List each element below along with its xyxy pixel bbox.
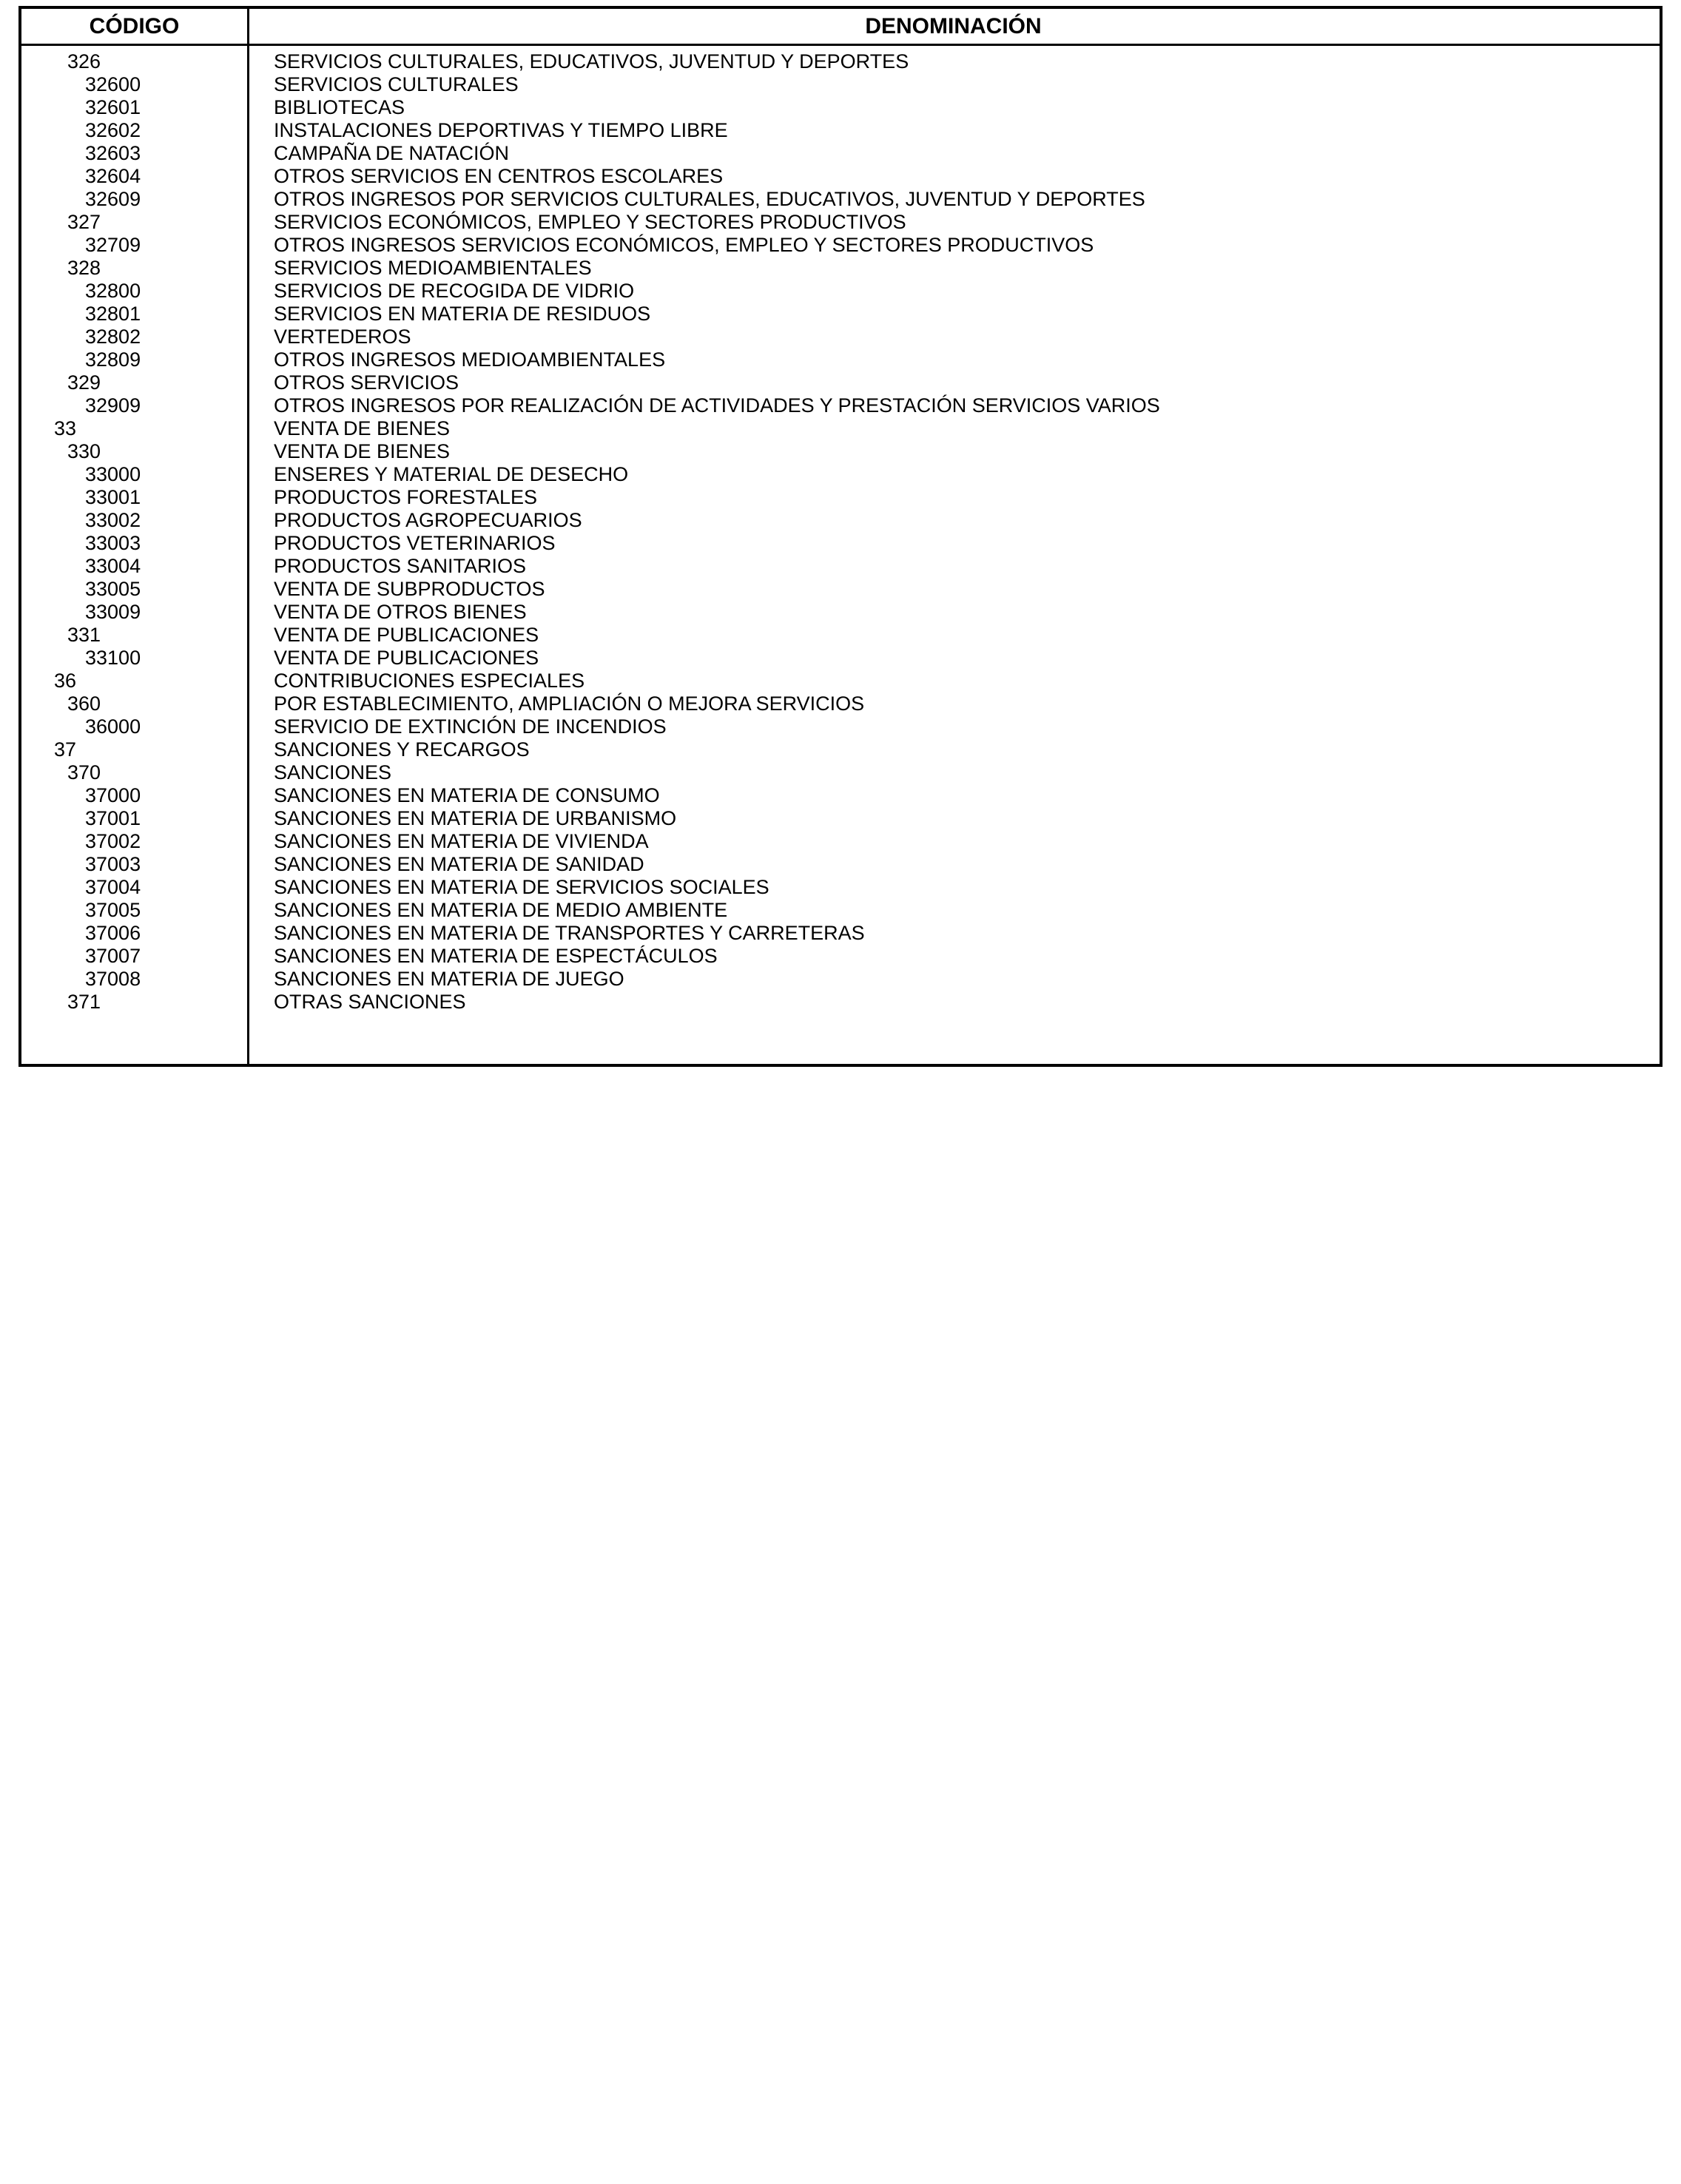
- table-row: [21, 509, 1660, 532]
- codigo-cell: 33001: [85, 486, 141, 508]
- table-row: [21, 394, 1660, 417]
- denominacion-cell: PRODUCTOS FORESTALES: [274, 486, 538, 508]
- table-row: [21, 624, 1660, 647]
- table-row: [21, 73, 1660, 96]
- codigo-cell: 327: [67, 211, 101, 233]
- column-divider: [247, 9, 249, 1064]
- denominacion-cell: SANCIONES EN MATERIA DE MEDIO AMBIENTE: [274, 899, 728, 921]
- table-row: [21, 784, 1660, 807]
- table-row: [21, 280, 1660, 303]
- table-row: [21, 670, 1660, 692]
- codigo-cell: 32603: [85, 142, 141, 164]
- denominacion-cell: VENTA DE SUBPRODUCTOS: [274, 578, 545, 600]
- table-row: [21, 715, 1660, 738]
- denominacion-cell: ENSERES Y MATERIAL DE DESECHO: [274, 463, 629, 485]
- table-row: [21, 440, 1660, 463]
- table-row: [21, 968, 1660, 991]
- codigo-cell: 33003: [85, 532, 141, 554]
- denominacion-cell: BIBLIOTECAS: [274, 96, 405, 118]
- codigo-cell: 32604: [85, 165, 141, 187]
- table-row: [21, 234, 1660, 257]
- denominacion-cell: SANCIONES EN MATERIA DE JUEGO: [274, 968, 624, 990]
- denominacion-cell: SANCIONES Y RECARGOS: [274, 738, 530, 761]
- denominacion-cell: SANCIONES EN MATERIA DE VIVIENDA: [274, 830, 649, 852]
- denominacion-cell: SERVICIOS ECONÓMICOS, EMPLEO Y SECTORES PRODUCTIVOS: [274, 211, 906, 233]
- table-row: [21, 486, 1660, 509]
- denominacion-cell: SERVICIOS CULTURALES: [274, 73, 519, 95]
- codigo-cell: 32609: [85, 188, 141, 210]
- denominacion-cell: SANCIONES EN MATERIA DE SANIDAD: [274, 853, 644, 875]
- denominacion-cell: OTROS INGRESOS MEDIOAMBIENTALES: [274, 348, 666, 371]
- denominacion-cell: SANCIONES EN MATERIA DE TRANSPORTES Y CARRETERAS: [274, 922, 865, 944]
- codigo-cell: 37007: [85, 945, 141, 967]
- codigo-cell: 37002: [85, 830, 141, 852]
- codigo-cell: 33009: [85, 601, 141, 623]
- table-row: [21, 853, 1660, 876]
- denominacion-cell: SANCIONES EN MATERIA DE CONSUMO: [274, 784, 660, 806]
- table-row: [21, 830, 1660, 853]
- codigo-cell: 371: [67, 991, 101, 1013]
- codigo-cell: 33004: [85, 555, 141, 577]
- denominacion-cell: PRODUCTOS AGROPECUARIOS: [274, 509, 582, 531]
- denominacion-cell: INSTALACIONES DEPORTIVAS Y TIEMPO LIBRE: [274, 119, 728, 141]
- denominacion-cell: VENTA DE PUBLICACIONES: [274, 624, 539, 646]
- denominacion-cell: OTROS SERVICIOS EN CENTROS ESCOLARES: [274, 165, 724, 187]
- codigo-cell: 32601: [85, 96, 141, 118]
- codigo-cell: 326: [67, 50, 101, 73]
- table-row: [21, 142, 1660, 165]
- denominacion-cell: POR ESTABLECIMIENTO, AMPLIACIÓN O MEJORA SERVICIOS: [274, 692, 865, 715]
- table-row: [21, 692, 1660, 715]
- header-denominacion: DENOMINACIÓN: [865, 13, 1042, 38]
- denominacion-cell: CAMPAÑA DE NATACIÓN: [274, 142, 510, 164]
- table-row: [21, 991, 1660, 1014]
- codigo-cell: 37008: [85, 968, 141, 990]
- denominacion-cell: OTROS SERVICIOS: [274, 371, 459, 394]
- denominacion-cell: SANCIONES EN MATERIA DE ESPECTÁCULOS: [274, 945, 718, 967]
- denominacion-cell: VENTA DE OTROS BIENES: [274, 601, 527, 623]
- denominacion-cell: OTROS INGRESOS POR REALIZACIÓN DE ACTIVIDADES Y PRESTACIÓN SERVICIOS VARIOS: [274, 394, 1160, 417]
- table-row: [21, 647, 1660, 670]
- denominacion-cell: VENTA DE PUBLICACIONES: [274, 647, 539, 669]
- table-row: [21, 96, 1660, 119]
- codigo-cell: 329: [67, 371, 101, 394]
- codigo-cell: 331: [67, 624, 101, 646]
- table-row: [21, 945, 1660, 968]
- table-row: [21, 348, 1660, 371]
- denominacion-cell: OTROS INGRESOS POR SERVICIOS CULTURALES, EDUCATIVOS, JUVENTUD Y DEPORTES: [274, 188, 1145, 210]
- table-header: [21, 9, 1660, 46]
- denominacion-cell: SERVICIOS EN MATERIA DE RESIDUOS: [274, 303, 651, 325]
- codigo-cell: 36000: [85, 715, 141, 738]
- codigo-cell: 37: [54, 738, 77, 761]
- table-row: [21, 761, 1660, 784]
- table-row: [21, 303, 1660, 326]
- codigo-cell: 37000: [85, 784, 141, 806]
- codigo-cell: 37001: [85, 807, 141, 829]
- codigo-cell: 32800: [85, 280, 141, 302]
- table-row: [21, 165, 1660, 188]
- denominacion-cell: SANCIONES EN MATERIA DE URBANISMO: [274, 807, 677, 829]
- codigo-cell: 32709: [85, 234, 141, 256]
- table-row: [21, 899, 1660, 922]
- codigo-cell: 32809: [85, 348, 141, 371]
- codigo-cell: 37006: [85, 922, 141, 944]
- denominacion-cell: OTROS INGRESOS SERVICIOS ECONÓMICOS, EMPLEO Y SECTORES PRODUCTIVOS: [274, 234, 1094, 256]
- denominacion-cell: SERVICIOS MEDIOAMBIENTALES: [274, 257, 592, 279]
- table-row: [21, 257, 1660, 280]
- table-row: [21, 922, 1660, 945]
- table-row: [21, 50, 1660, 73]
- denominacion-cell: VERTEDEROS: [274, 326, 411, 348]
- codigo-cell: 37003: [85, 853, 141, 875]
- denominacion-cell: SERVICIOS CULTURALES, EDUCATIVOS, JUVENTUD Y DEPORTES: [274, 50, 909, 73]
- denominacion-cell: PRODUCTOS SANITARIOS: [274, 555, 527, 577]
- table-body: [21, 46, 1660, 1014]
- codigo-cell: 370: [67, 761, 101, 783]
- denominacion-cell: SANCIONES: [274, 761, 392, 783]
- codigo-cell: 37004: [85, 876, 141, 898]
- denominacion-cell: PRODUCTOS VETERINARIOS: [274, 532, 556, 554]
- denominacion-cell: CONTRIBUCIONES ESPECIALES: [274, 670, 585, 692]
- table-row: [21, 807, 1660, 830]
- codigo-cell: 33005: [85, 578, 141, 600]
- denominacion-cell: SERVICIO DE EXTINCIÓN DE INCENDIOS: [274, 715, 667, 738]
- codigo-cell: 37005: [85, 899, 141, 921]
- table-row: [21, 211, 1660, 234]
- table-row: [21, 876, 1660, 899]
- budget-codes-table: [18, 6, 1663, 1067]
- codigo-cell: 33002: [85, 509, 141, 531]
- codigo-cell: 32602: [85, 119, 141, 141]
- codigo-cell: 330: [67, 440, 101, 462]
- codigo-cell: 32801: [85, 303, 141, 325]
- codigo-cell: 36: [54, 670, 77, 692]
- table-row: [21, 601, 1660, 624]
- header-codigo: CÓDIGO: [89, 13, 180, 38]
- table-row: [21, 578, 1660, 601]
- codigo-cell: 33100: [85, 647, 141, 669]
- codigo-cell: 32600: [85, 73, 141, 95]
- table-row: [21, 188, 1660, 211]
- denominacion-cell: OTRAS SANCIONES: [274, 991, 466, 1013]
- table-row: [21, 555, 1660, 578]
- table-row: [21, 371, 1660, 394]
- codigo-cell: 328: [67, 257, 101, 279]
- table-row: [21, 326, 1660, 348]
- codigo-cell: 33000: [85, 463, 141, 485]
- table-row: [21, 738, 1660, 761]
- denominacion-cell: SANCIONES EN MATERIA DE SERVICIOS SOCIALES: [274, 876, 769, 898]
- codigo-cell: 32802: [85, 326, 141, 348]
- table-row: [21, 463, 1660, 486]
- denominacion-cell: VENTA DE BIENES: [274, 417, 451, 439]
- table-row: [21, 417, 1660, 440]
- codigo-cell: 360: [67, 692, 101, 715]
- denominacion-cell: SERVICIOS DE RECOGIDA DE VIDRIO: [274, 280, 635, 302]
- codigo-cell: 33: [54, 417, 77, 439]
- denominacion-cell: VENTA DE BIENES: [274, 440, 451, 462]
- table-row: [21, 532, 1660, 555]
- codigo-cell: 32909: [85, 394, 141, 417]
- table-row: [21, 119, 1660, 142]
